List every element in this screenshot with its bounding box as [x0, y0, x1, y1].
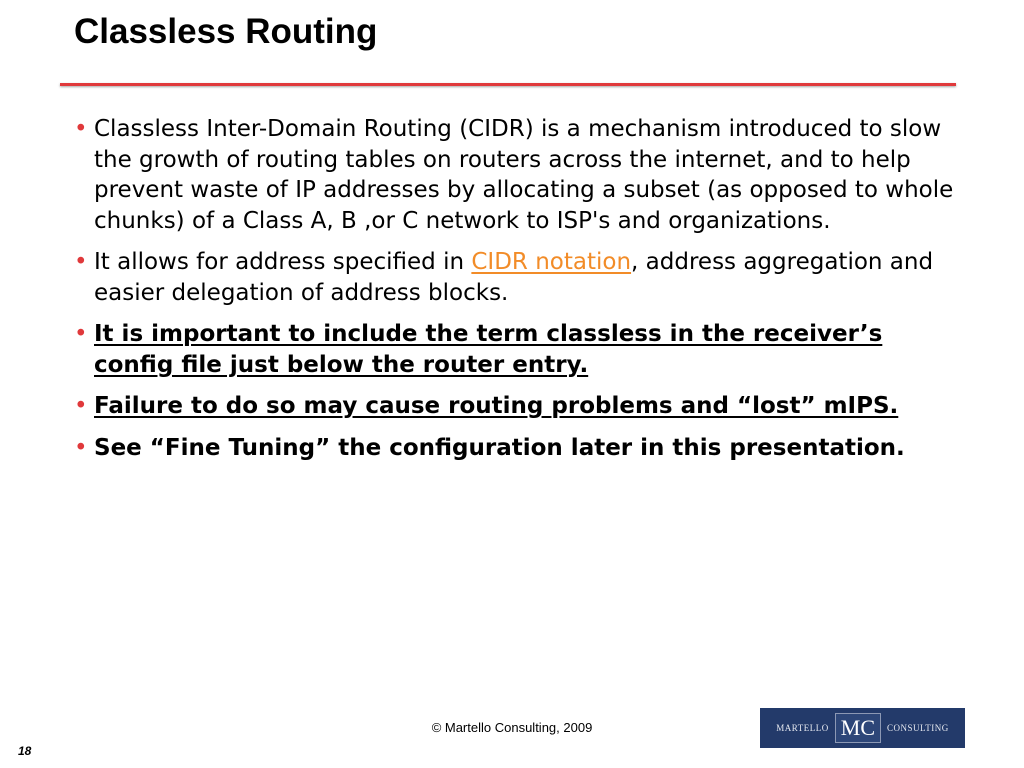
- page-number: 18: [18, 744, 32, 758]
- logo-right-word: CONSULTING: [887, 723, 949, 733]
- cidr-notation-link[interactable]: CIDR notation: [471, 249, 632, 275]
- bullet-text: Classless Inter-Domain Routing (CIDR) is a mechanism introduced to slow the growth of routing tables on routers across the internet, and to help prevent waste of IP addresses by allocating a subset (as opposed to whole chunks) of a Class A, B ,or C network to ISP's and organizations.: [94, 116, 954, 234]
- bullet-item-routing-warning: [74, 391, 954, 422]
- bullet-text: See “Fine Tuning” the configuration later in this presentation.: [94, 434, 905, 461]
- bullet-text-after-link: , address aggregation and easier delegation of address blocks.: [94, 249, 934, 306]
- bullet-list: [74, 114, 954, 474]
- bullet-item-classless-config: [74, 319, 954, 380]
- bullet-icon: •: [74, 321, 88, 347]
- bullet-text: [94, 249, 933, 306]
- title-divider: [60, 83, 956, 86]
- bullet-item-cidr-notation: [74, 247, 954, 308]
- bullet-icon: •: [74, 249, 88, 275]
- bullet-text-before-link: It allows for address specified in: [94, 249, 472, 275]
- slide-title: Classless Routing: [74, 12, 378, 51]
- company-logo: [760, 708, 965, 748]
- bullet-icon: •: [74, 116, 88, 142]
- footer-copyright: © Martello Consulting, 2009: [431, 720, 593, 735]
- logo-mark: MC: [835, 713, 881, 743]
- bullet-icon: •: [74, 434, 88, 461]
- bullet-item-cidr-definition: [74, 114, 954, 236]
- bullet-item-fine-tuning: [74, 433, 954, 464]
- bullet-icon: •: [74, 393, 88, 419]
- bullet-text: Failure to do so may cause routing problems and “lost” mIPS.: [94, 393, 899, 419]
- logo-left-word: MARTELLO: [776, 723, 829, 733]
- bullet-text: It is important to include the term classless in the receiver’s config file just below the router entry.: [94, 321, 883, 378]
